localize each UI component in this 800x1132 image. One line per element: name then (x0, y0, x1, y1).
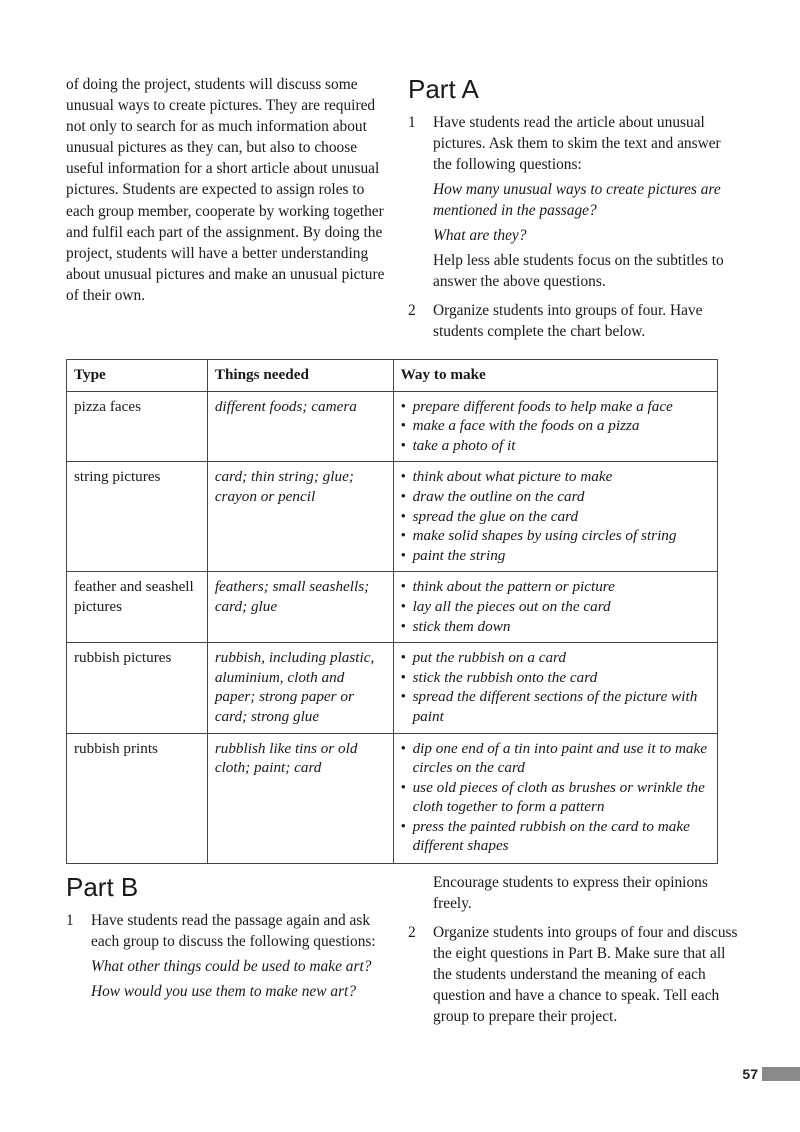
part-b-title: Part B (66, 872, 139, 902)
unusual-pictures-chart (66, 359, 718, 864)
things-needed-cell: rubblish like tins or old cloth; paint; card (207, 733, 393, 863)
step-item: • spread the different sections of the picture with paint (401, 687, 710, 726)
way-to-make-cell (393, 462, 717, 572)
item-number: 1 (66, 912, 74, 929)
part-b-section (66, 872, 386, 1010)
type-cell: rubbish prints (67, 733, 208, 863)
question-text: How would you use them to make new art? (91, 983, 357, 1000)
step-item: • put the rubbish on a card (401, 648, 710, 668)
table-header-row (67, 360, 718, 392)
header-things-needed: Things needed (207, 360, 393, 392)
step-item: • press the painted rubbish on the card to make different shapes (401, 817, 710, 856)
part-b-continued (408, 872, 738, 1035)
step-item: • dip one end of a tin into paint and use it to make circles on the card (401, 739, 710, 778)
instruction-text: Have students read the passage again and ask each group to discuss the following questions: (91, 912, 376, 950)
step-item: • use old pieces of cloth as brushes or wrinkle the cloth together to form a pattern (401, 778, 710, 817)
things-needed-cell: rubbish, including plastic, aluminium, cloth and paper; strong paper or card; strong glue (207, 643, 393, 733)
type-cell: string pictures (67, 462, 208, 572)
page-number-text: 57 (742, 1066, 758, 1082)
question-text: How many unusual ways to create pictures are mentioned in the passage? (433, 181, 721, 219)
table-row (67, 643, 718, 733)
instruction-text: Organize students into groups of four. Have students complete the chart below. (433, 302, 703, 340)
step-item: • lay all the pieces out on the card (401, 597, 710, 617)
intro-paragraph (66, 74, 386, 306)
way-to-make-cell (393, 643, 717, 733)
step-item: • stick them down (401, 617, 710, 637)
table-row (67, 572, 718, 643)
table-row (67, 462, 718, 572)
step-item: • paint the string (401, 546, 710, 566)
page-number (742, 1064, 800, 1084)
instruction-text: Have students read the article about unusual pictures. Ask them to skim the text and answer the following questions: (433, 114, 721, 173)
things-needed-cell: different foods; camera (207, 391, 393, 462)
part-b-item-2 (408, 922, 738, 1031)
part-b-item-1 (66, 910, 386, 1006)
step-item: • make a face with the foods on a pizza (401, 416, 710, 436)
header-type: Type (67, 360, 208, 392)
step-item: • make solid shapes by using circles of string (401, 526, 710, 546)
question-text: What are they? (433, 227, 527, 244)
instruction-text: Help less able students focus on the subtitles to answer the above questions. (433, 252, 724, 290)
step-item: • prepare different foods to help make a face (401, 397, 710, 417)
instruction-text: Encourage students to express their opinions freely. (433, 874, 708, 912)
item-number: 2 (408, 924, 416, 941)
things-needed-cell: feathers; small seashells; card; glue (207, 572, 393, 643)
part-a-section (408, 74, 738, 350)
step-item: • think about what picture to make (401, 467, 710, 487)
type-cell: pizza faces (67, 391, 208, 462)
page-number-bar (762, 1067, 800, 1081)
things-needed-cell: card; thin string; glue; crayon or pencil (207, 462, 393, 572)
type-cell: feather and seashell pictures (67, 572, 208, 643)
step-item: • spread the glue on the card (401, 507, 710, 527)
way-to-make-cell (393, 391, 717, 462)
way-to-make-cell (393, 572, 717, 643)
item-number: 2 (408, 302, 416, 319)
step-item: • stick the rubbish onto the card (401, 668, 710, 688)
item-number: 1 (408, 114, 416, 131)
part-a-title: Part A (408, 74, 479, 104)
part-a-item-1 (408, 112, 738, 296)
step-item: • take a photo of it (401, 436, 710, 456)
header-way-to-make: Way to make (393, 360, 717, 392)
table-row (67, 733, 718, 863)
step-item: • draw the outline on the card (401, 487, 710, 507)
instruction-text: Organize students into groups of four and discuss the eight questions in Part B. Make sure that all the students understand the meaning of each question and have a chance to speak. Tell each group to prepare their project. (433, 924, 738, 1025)
part-b-item-1-continued (408, 872, 738, 918)
type-cell: rubbish pictures (67, 643, 208, 733)
part-a-item-2 (408, 300, 738, 346)
question-text: What other things could be used to make art? (91, 958, 372, 975)
step-item: • think about the pattern or picture (401, 577, 710, 597)
table-row (67, 391, 718, 462)
way-to-make-cell (393, 733, 717, 863)
intro-text: of doing the project, students will discuss some unusual ways to create pictures. They are required not only to search for as much information about unusual pictures as they can, but also to choose useful information for a short article about unusual pictures. Students are expected to assign roles to each group member, cooperate by working together and fulfil each part of the assignment. By doing the project, students will have a better understanding about unusual pictures and make an unusual picture of their own. (66, 76, 385, 304)
